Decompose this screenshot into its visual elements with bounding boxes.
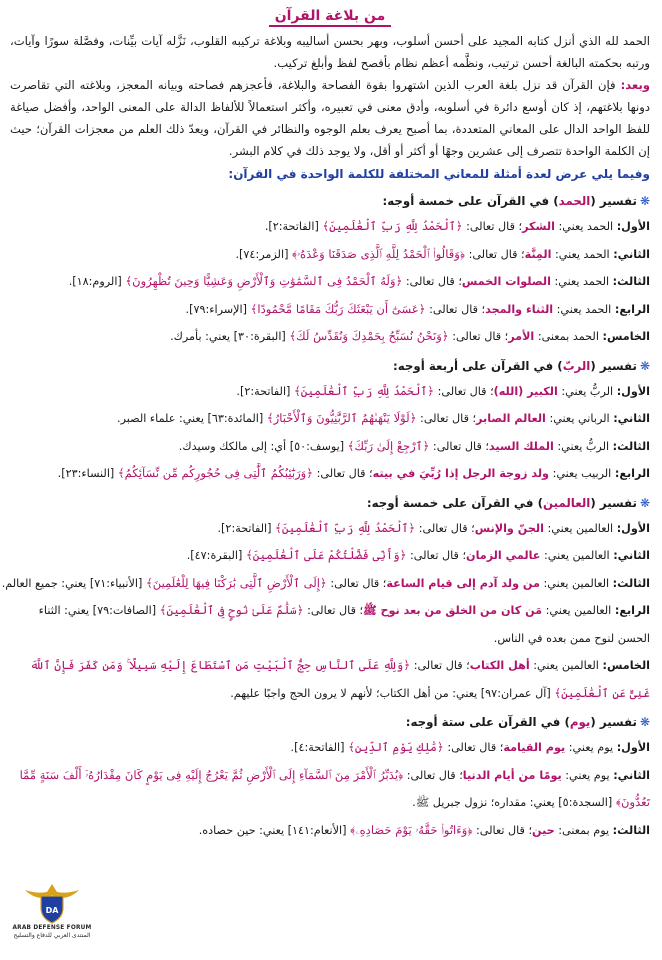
meaning-intro: الرباني يعني: xyxy=(545,412,614,425)
quote-intro: ؛ قال تعالى: xyxy=(410,659,470,672)
bullet-icon: ❋ xyxy=(639,358,650,373)
meaning-intro: العالمين يعني: xyxy=(529,659,603,672)
forum-logo xyxy=(4,880,100,958)
meaning-word: الشكر xyxy=(522,220,555,233)
quran-verse: ﴿ٱلْحَمْدُ لِلَّهِ رَبِّ ٱلْعَٰلَمِينَ﴾ xyxy=(322,219,463,233)
meaning-word: يوم القيامة xyxy=(503,741,566,754)
quote-intro: ؛ قال تعالى: xyxy=(462,220,523,233)
meaning-word: عالمي الزمان xyxy=(466,549,541,562)
quote-intro: ؛ قال تعالى: xyxy=(443,741,504,754)
verse-reference: [يوسف:٥٠] أي: إلى مالكك وسيدك. xyxy=(178,439,348,453)
section-word: الحمد xyxy=(558,194,591,208)
quote-intro: ؛ قال تعالى: xyxy=(434,384,494,398)
title-wrap xyxy=(10,4,650,30)
quran-verse: ﴿ٱلْحَمْدُ لِلَّهِ رَبِّ ٱلْعَٰلَمِينَ﴾ xyxy=(275,520,416,535)
meaning-intro: يوم يعني: xyxy=(561,768,614,782)
section-word: يوم xyxy=(569,715,591,729)
meaning-word: المِنَّة xyxy=(524,247,552,261)
verse-reference: [الفاتحة:٢]. xyxy=(236,384,294,398)
section-heading-post: ) في القرآن على أربعة أوجه: xyxy=(393,358,563,373)
meaning-intro: الحمد يعني: xyxy=(550,275,613,288)
quote-intro: ؛ قال تعالى: xyxy=(465,247,525,261)
meaning-word: من ولد آدم إلى قيام الساعة xyxy=(386,576,540,590)
quote-intro: ؛ قال تعالى: xyxy=(415,521,475,535)
meaning-line xyxy=(10,652,650,707)
ordinal-label: الثالث: xyxy=(612,275,650,288)
section-heading xyxy=(10,710,650,734)
svg-text:DA: DA xyxy=(45,906,59,915)
quran-verse: ﴿مَٰلِكِ يَوْمِ ٱلدِّينِ﴾ xyxy=(348,740,444,754)
quran-verse: ﴿وَأَنِّى فَضَّلْتُكُمْ عَلَى ٱلْعَٰلَمِينَ﴾ xyxy=(245,548,407,562)
verse-reference: [المائدة:٦٣] يعني: علماء الصبر. xyxy=(117,412,267,425)
meaning-intro: الحمد يعني: xyxy=(554,220,617,233)
meaning-line xyxy=(10,241,650,269)
quran-verse: ﴿يُدَبِّرُ ٱلْأَمْرَ مِنَ ٱلسَّمَآءِ إِلَى ٱلْأَرْضِ ثُمَّ يَعْرُجُ إِلَيْهِ فِى يَوْمٍ كَانَ مِقْدَارُهُۥٓ أَلْفَ سَنَةٍ مِّمَّا تَعُدُّونَ﴾ xyxy=(19,767,650,809)
quote-intro: ؛ قال تعالى: xyxy=(403,768,463,782)
verse-reference: [الأنعام:١٤١] يعني: حين حصاده. xyxy=(198,823,351,837)
ordinal-label: الثاني: xyxy=(613,412,650,425)
section-heading-post: ) في القرآن على ستة أوجه: xyxy=(405,715,570,729)
verse-reference: [الأنبياء:٧١] يعني: جميع العالم. xyxy=(1,576,146,590)
meaning-intro: الحمد بمعنى: xyxy=(534,330,603,343)
ordinal-label: الثالث: xyxy=(612,823,650,837)
verse-reference: [الإسراء:٧٩]. xyxy=(185,302,251,316)
quran-verse: ﴿وَقَالُوا۟ ٱلْحَمْدُ لِلَّهِ ٱلَّذِى صَدَقَنَا وَعْدَهُۥ﴾ xyxy=(292,246,466,261)
meaning-word: الأمر xyxy=(508,330,535,343)
bullet-icon: ❋ xyxy=(639,495,650,510)
section-heading xyxy=(10,491,650,515)
logo-name-en: ARAB DEFENSE FORUM xyxy=(12,925,92,931)
verse-reference: [آل عمران:٩٧] يعني: من أهل الكتاب؛ لأنهم لا يرون الحج واجبًا عليهم. xyxy=(230,686,555,700)
meaning-line xyxy=(10,597,650,652)
quote-intro: ؛ قال تعالى: xyxy=(429,439,489,453)
quran-verse: ﴿لَوْلَا يَنْهَىٰهُمُ ٱلرَّبَّٰنِيُّونَ وَٱلْأَحْبَارُ﴾ xyxy=(266,411,417,425)
ordinal-label: الرابع: xyxy=(614,302,650,316)
meaning-word: الثناء والمجد xyxy=(485,302,554,316)
meaning-word: الصلوات الخمس xyxy=(461,275,551,288)
meaning-line xyxy=(10,515,650,543)
ordinal-label: الرابع: xyxy=(614,467,650,480)
meaning-word: يومًا من أيام الدنيا xyxy=(462,768,562,782)
quran-verse: ﴿وَلَهُ ٱلْحَمْدُ فِى ٱلسَّمَٰوَٰتِ وَٱلْأَرْضِ وَعَشِيًّا وَحِينَ تُظْهِرُونَ﴾ xyxy=(125,274,403,288)
ordinal-label: الأول: xyxy=(616,521,650,535)
meaning-line xyxy=(10,817,650,845)
quran-verse: ﴿وَلِلَّهِ عَلَى ٱلنَّاسِ حِجُّ ٱلْبَيْتِ مَنِ ٱسْتَطَاعَ إِلَيْهِ سَبِيلًا ۚ وَمَن كَفَرَ فَإِنَّ ٱللَّهَ غَنِىٌّ عَنِ ٱلْعَٰلَمِينَ﴾ xyxy=(30,658,650,700)
quran-verse: ﴿وَءَاتُوا۟ حَقَّهُۥ يَوْمَ حَصَادِهِۦ﴾ xyxy=(350,822,473,837)
section-heading-pre: تفسير ( xyxy=(590,495,637,510)
verse-reference: [السجدة:٥] يعني: مقداره؛ نزول جبريل ﷺ. xyxy=(412,796,616,809)
quran-verse: ﴿إِلَى ٱلْأَرْضِ ٱلَّتِى بَٰرَكْنَا فِيهَا لِلْعَٰلَمِينَ﴾ xyxy=(145,575,327,590)
section-word: العالمين xyxy=(543,495,591,510)
quote-intro: ؛ قال تعالى: xyxy=(303,604,364,617)
quran-verse: ﴿وَرَبَٰٓئِبُكُمُ ٱلَّٰتِى فِى حُجُورِكُم مِّن نِّسَآئِكُمُ﴾ xyxy=(117,466,314,480)
intro-paragraph-2 xyxy=(10,74,650,162)
meaning-intro: الربُّ يعني: xyxy=(557,384,617,398)
meaning-line xyxy=(10,405,650,433)
meaning-intro: العالمين يعني: xyxy=(543,521,617,535)
verse-reference: [الروم:١٨]. xyxy=(68,275,126,288)
section-heading-pre: تفسير ( xyxy=(590,194,637,208)
ordinal-label: الثاني: xyxy=(613,549,650,562)
ordinal-label: الثالث: xyxy=(612,439,650,453)
wabaad-label: وبعد: xyxy=(620,78,650,92)
quote-intro: ؛ قال تعالى: xyxy=(326,576,387,590)
quote-intro: ؛ قال تعالى: xyxy=(472,823,533,837)
meaning-line xyxy=(10,378,650,406)
meaning-line xyxy=(10,323,650,351)
verse-reference: [النساء:٢٣]. xyxy=(57,467,118,480)
sections-container xyxy=(1,189,650,844)
meaning-line xyxy=(10,734,650,762)
quote-intro: ؛ قال تعالى: xyxy=(416,412,477,425)
quote-intro: ؛ قال تعالى: xyxy=(402,275,462,288)
meaning-word: الكبير (الله) xyxy=(493,384,558,398)
verse-reference: [الفاتحة:٤]. xyxy=(290,741,349,754)
quote-intro: ؛ قال تعالى: xyxy=(425,302,486,316)
bullet-icon: ❋ xyxy=(639,194,650,208)
meaning-intro: الحمد يعني: xyxy=(553,302,615,316)
examples-subheading: وفيما يلي عرض لعدة أمثلة للمعاني المختلفة للكلمة الواحدة في القرآن: xyxy=(228,167,650,181)
section-heading xyxy=(10,189,650,213)
ordinal-label: الأول: xyxy=(616,741,650,754)
quran-verse: ﴿ٱرْجِعْ إِلَىٰ رَبِّكَ﴾ xyxy=(347,438,430,453)
ordinal-label: الثاني: xyxy=(613,247,650,261)
section-heading-post: ) في القرآن على خمسة أوجه: xyxy=(382,194,559,208)
intro-paragraph-1: الحمد لله الذي أنزل كتابه المجيد على أحسن أسلوب، وبهر بحسن أساليبه وبلاغة تركيبه القلوب، نَزَّله آيات بيِّنات، وفصَّلة سورًا وآيات، ورتبه بحكمته البالغة أحسن ترتيب، ونظَّمه أعظم نظام بأفصح لفظ وأبلغ تركيب. xyxy=(10,34,650,70)
meaning-word: ولد زوجة الرجل إذا رُبِّيَ في بيته xyxy=(372,467,550,480)
verse-reference: [البقرة:٤٧]. xyxy=(186,549,246,562)
verse-reference: [البقرة:٣٠] يعني: بأمرك. xyxy=(170,330,290,343)
eagle-shield-icon xyxy=(23,880,81,924)
quote-intro: ؛ قال تعالى: xyxy=(406,549,467,562)
intro-paragraph-2-text: فإن القرآن قد نزل بلغة العرب الذين اشتهروا بقوة الفصاحة والبلاغة، فأعجزهم فصاحته وبيانه المعجز، وبلاغته التي تقاصرت دونها بلاغتهم، إذ كان أوسع دائرة في أسلوبه، وأدق معنى في تعبيره، وأكثر استعمالاً للألفاظ الدالة على المعنى الواحد، وأفضل صياغة للفظ الواحد الدال على المعاني المتعددة، بما أصبح يعرف بعلم الوجوه والنظائر في القرآن، ويعدّ ذلك العلم من معجزات القرآن؛ حيث إن الكلمة الواحدة تتصرف إلى عشرين وجهًا أو أكثر أو أقل، ولا يوجد ذلك في كلام البشر. xyxy=(10,78,650,158)
quran-verse: ﴿وَنَحْنُ نُسَبِّحُ بِحَمْدِكَ وَنُقَدِّسُ لَكَ﴾ xyxy=(289,329,449,343)
meaning-word: الملك السيد xyxy=(488,439,554,453)
section-heading-pre: تفسير ( xyxy=(590,715,637,729)
quran-verse: ﴿ٱلْحَمْدُ لِلَّهِ رَبِّ ٱلْعَٰلَمِينَ﴾ xyxy=(293,383,435,398)
meaning-intro: الحمد يعني: xyxy=(551,247,614,261)
verse-reference: [الصافات:٧٩] يعني: الثناء الحسن لنوح ممن بعده في الناس. xyxy=(38,604,650,645)
meaning-word: حين xyxy=(532,823,555,837)
quote-intro: ؛ قال تعالى: xyxy=(313,467,373,480)
ordinal-label: الخامس: xyxy=(602,330,650,343)
quote-intro: ؛ قال تعالى: xyxy=(448,330,509,343)
section-heading xyxy=(10,354,650,378)
meaning-line xyxy=(10,762,650,817)
quran-verse: ﴿عَسَىٰٓ أَن يَبْعَثَكَ رَبُّكَ مَقَامًا مَّحْمُودًا﴾ xyxy=(250,301,426,316)
verse-reference: [الزمر:٧٤]. xyxy=(235,247,292,261)
meaning-word: أهل الكتاب xyxy=(469,659,530,672)
ordinal-label: الثالث: xyxy=(612,576,650,590)
ordinal-label: الخامس: xyxy=(602,659,650,672)
meaning-line xyxy=(10,296,650,324)
meaning-intro: الربُّ يعني: xyxy=(553,439,613,453)
section-heading-pre: تفسير ( xyxy=(590,358,637,373)
meaning-word: الجنّ والإنس xyxy=(474,521,544,535)
meaning-line xyxy=(10,213,650,241)
quran-verse: ﴿سَلَٰمٌ عَلَىٰ نُوحٍ فِى ٱلْعَٰلَمِينَ﴾ xyxy=(159,603,304,617)
section-heading-post: ) في القرآن على خمسة أوجه: xyxy=(366,495,544,510)
verse-reference: [الفاتحة:٢]. xyxy=(217,521,276,535)
page-title: من بلاغة القرآن xyxy=(269,6,392,27)
meaning-intro: العالمين يعني: xyxy=(540,549,614,562)
meaning-line xyxy=(10,460,650,488)
meaning-word: مَن كان من الخلق من بعد نوح ﷺ xyxy=(363,604,543,617)
meaning-line xyxy=(10,542,650,570)
logo-name-ar: المنتدى العربي للدفاع والتسليح xyxy=(13,932,91,939)
meaning-word: العالم الصابر xyxy=(476,412,546,425)
bullet-icon: ❋ xyxy=(639,715,650,729)
verse-reference: [الفاتحة:٢]. xyxy=(264,220,323,233)
meaning-intro: العالمين يعني: xyxy=(542,604,615,617)
ordinal-label: الأول: xyxy=(616,384,650,398)
meaning-intro: يوم بمعنى: xyxy=(554,823,613,837)
meaning-intro: الربيب يعني: xyxy=(549,467,615,480)
meaning-line xyxy=(10,433,650,461)
meaning-intro: العالمين يعني: xyxy=(539,576,613,590)
meaning-line xyxy=(10,268,650,296)
ordinal-label: الثاني: xyxy=(613,768,650,782)
meaning-line xyxy=(1,570,650,598)
ordinal-label: الرابع: xyxy=(614,604,650,617)
meaning-intro: يوم يعني: xyxy=(565,741,617,754)
ordinal-label: الأول: xyxy=(616,220,650,233)
section-word: الربّ xyxy=(562,358,591,373)
